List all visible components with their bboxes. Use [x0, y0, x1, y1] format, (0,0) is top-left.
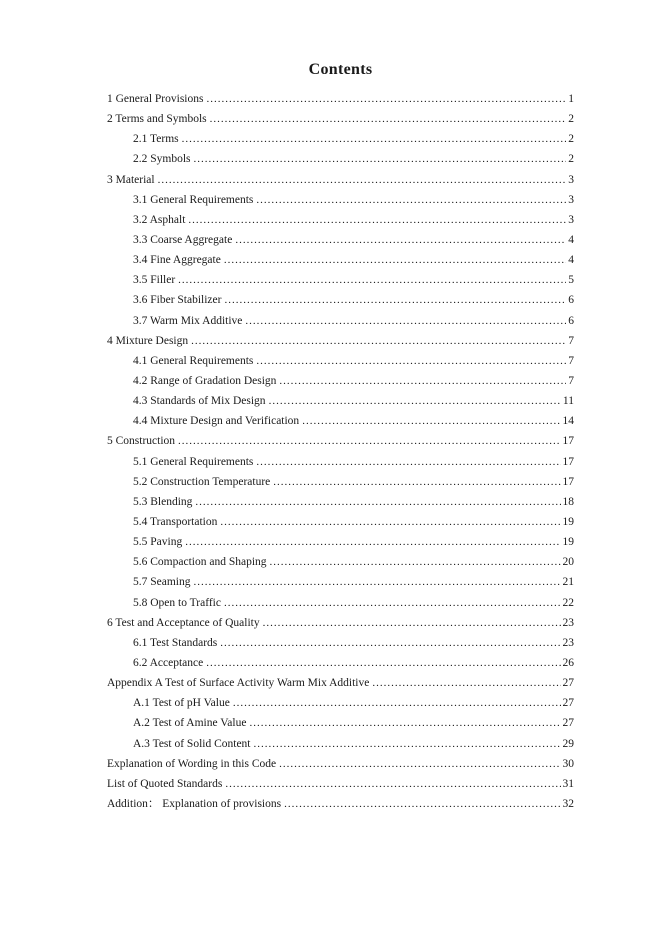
- toc-entry-page: 21: [562, 576, 574, 589]
- toc-entry-page: 29: [562, 737, 574, 750]
- toc-entry[interactable]: [107, 713, 574, 733]
- toc-entry-page: 2: [568, 153, 574, 166]
- toc-leader-dots: [220, 512, 560, 532]
- toc-entry[interactable]: [107, 270, 574, 290]
- toc-entry-page: 1: [568, 93, 574, 105]
- toc-leader-dots: [182, 129, 567, 149]
- toc-entry[interactable]: [107, 593, 574, 613]
- toc-entry[interactable]: [107, 452, 574, 472]
- toc-leader-dots: [249, 713, 560, 733]
- toc-entry-page: 17: [562, 475, 574, 488]
- toc-leader-dots: [206, 89, 566, 109]
- toc-leader-dots: [206, 653, 560, 673]
- toc-entry[interactable]: [107, 170, 574, 190]
- toc-entry[interactable]: [107, 472, 574, 492]
- toc-entry[interactable]: [107, 290, 574, 310]
- toc-entry-label: 3.5 Filler: [133, 274, 176, 287]
- toc-entry-label: Addition： Explanation of provisions: [107, 797, 282, 810]
- toc-leader-dots: [224, 290, 566, 310]
- toc-entry-page: 27: [562, 717, 574, 730]
- toc-entry[interactable]: [107, 512, 574, 532]
- toc-entry-label: 3.3 Coarse Aggregate: [133, 233, 233, 246]
- toc-entry[interactable]: [107, 129, 574, 149]
- toc-leader-dots: [220, 633, 560, 653]
- toc-entry-page: 14: [562, 415, 574, 428]
- toc-leader-dots: [224, 250, 566, 270]
- toc-entry[interactable]: [107, 572, 574, 592]
- toc-entry-label: 5.1 General Requirements: [133, 455, 254, 468]
- toc-entry-page: 17: [562, 435, 574, 448]
- toc-leader-dots: [194, 572, 561, 592]
- toc-entry[interactable]: [107, 190, 574, 210]
- toc-entry[interactable]: [107, 149, 574, 169]
- toc-entry-page: 6: [568, 314, 574, 327]
- toc-entry-label: A.2 Test of Amine Value: [133, 717, 247, 730]
- toc-entry-page: 31: [562, 777, 574, 790]
- toc-entry-label: 5.4 Transportation: [133, 515, 218, 528]
- toc-entry[interactable]: [107, 109, 574, 129]
- toc-entry-page: 4: [568, 254, 574, 267]
- toc-entry[interactable]: [107, 331, 574, 351]
- toc-leader-dots: [256, 452, 560, 472]
- toc-entry[interactable]: [107, 210, 574, 230]
- toc-entry-page: 26: [562, 656, 574, 669]
- toc-entry-label: 6 Test and Acceptance of Quality: [107, 616, 260, 629]
- toc-entry-label: 1 General Provisions: [107, 93, 204, 105]
- toc-entry[interactable]: [107, 693, 574, 713]
- toc-leader-dots: [372, 673, 560, 693]
- toc-entry[interactable]: [107, 311, 574, 331]
- toc-leader-dots: [195, 492, 560, 512]
- toc-entry-page: 18: [562, 495, 574, 508]
- toc-entry-label: 3 Material: [107, 173, 155, 186]
- toc-leader-dots: [210, 109, 567, 129]
- toc-leader-dots: [256, 190, 566, 210]
- toc-leader-dots: [273, 472, 560, 492]
- toc-entry-label: 3.1 General Requirements: [133, 193, 254, 206]
- toc-entry[interactable]: [107, 230, 574, 250]
- toc-entry-label: List of Quoted Standards: [107, 777, 223, 790]
- toc-entry[interactable]: [107, 250, 574, 270]
- toc-entry-label: 3.6 Fiber Stabilizer: [133, 294, 222, 307]
- toc-leader-dots: [245, 311, 566, 331]
- toc-leader-dots: [194, 149, 567, 169]
- toc-entry-page: 3: [568, 193, 574, 206]
- toc-leader-dots: [233, 693, 561, 713]
- toc-entry[interactable]: [107, 492, 574, 512]
- toc-entry-page: 22: [562, 596, 574, 609]
- toc-entry-page: 5: [568, 274, 574, 287]
- toc-leader-dots: [284, 794, 560, 814]
- toc-entry-page: 2: [568, 113, 574, 126]
- toc-entry-page: 19: [562, 536, 574, 549]
- toc-entry-label: 6.2 Acceptance: [133, 656, 204, 669]
- toc-leader-dots: [158, 170, 567, 190]
- toc-leader-dots: [178, 431, 560, 451]
- toc-entry-page: 23: [562, 616, 574, 629]
- toc-entry-page: 27: [562, 677, 574, 690]
- toc-leader-dots: [185, 532, 560, 552]
- toc-leader-dots: [224, 593, 561, 613]
- toc-entry[interactable]: [107, 774, 574, 794]
- toc-entry-label: 4.3 Standards of Mix Design: [133, 395, 266, 408]
- toc-entry-page: 6: [568, 294, 574, 307]
- toc-entry-page: 7: [568, 334, 574, 347]
- toc-entry-label: 3.7 Warm Mix Additive: [133, 314, 243, 327]
- toc-leader-dots: [279, 371, 566, 391]
- toc-leader-dots: [269, 391, 561, 411]
- toc-entry-page: 20: [562, 556, 574, 569]
- toc-entry-page: 23: [562, 636, 574, 649]
- toc-entry-page: 3: [568, 173, 574, 186]
- toc-leader-dots: [254, 734, 561, 754]
- toc-entry-page: 17: [562, 455, 574, 468]
- toc-entry-label: 4 Mixture Design: [107, 334, 189, 347]
- toc-entry[interactable]: [107, 431, 574, 451]
- toc-entry[interactable]: [107, 371, 574, 391]
- toc-entry[interactable]: [107, 532, 574, 552]
- toc-entry-label: 6.1 Test Standards: [133, 636, 218, 649]
- toc-entry-page: 4: [568, 233, 574, 246]
- toc-entry-label: Appendix A Test of Surface Activity Warm Mix Additive: [107, 677, 370, 690]
- toc-entry-label: 4.2 Range of Gradation Design: [133, 374, 277, 387]
- toc-entry-label: 4.4 Mixture Design and Verification: [133, 415, 300, 428]
- toc-entry[interactable]: [107, 613, 574, 633]
- toc-entry-page: 19: [562, 515, 574, 528]
- toc-leader-dots: [279, 754, 560, 774]
- toc-entry-label: 3.2 Asphalt: [133, 213, 186, 226]
- toc-entry-label: 5.3 Blending: [133, 495, 193, 508]
- toc-entry-page: 3: [568, 213, 574, 226]
- toc-entry[interactable]: [107, 633, 574, 653]
- toc-entry[interactable]: [107, 794, 574, 814]
- toc-entry-label: 5.2 Construction Temperature: [133, 475, 271, 488]
- toc-entry-page: 27: [562, 697, 574, 710]
- toc-entry[interactable]: [107, 391, 574, 411]
- toc-entry-page: 11: [562, 395, 574, 408]
- toc-entry-label: 5.7 Seaming: [133, 576, 191, 589]
- page-title: Contents: [308, 61, 373, 78]
- toc-entry-page: 32: [562, 797, 574, 810]
- toc-entry-page: 7: [568, 374, 574, 387]
- toc-entry-label: 5.6 Compaction and Shaping: [133, 556, 267, 569]
- toc-entry[interactable]: [107, 673, 574, 693]
- toc-entry-label: 2 Terms and Symbols: [107, 113, 207, 126]
- toc-entry-page: 30: [562, 757, 574, 770]
- toc-entry-label: 5.8 Open to Traffic: [133, 596, 221, 609]
- toc-entry-label: 3.4 Fine Aggregate: [133, 254, 221, 267]
- toc-entry-label: A.1 Test of pH Value: [133, 697, 230, 710]
- toc-leader-dots: [270, 552, 561, 572]
- toc-entry-label: Explanation of Wording in this Code: [107, 757, 277, 770]
- toc-entry-page: 7: [568, 354, 574, 367]
- toc-leader-dots: [191, 331, 566, 351]
- toc-entry[interactable]: [107, 653, 574, 673]
- toc-entry-label: A.3 Test of Solid Content: [133, 737, 251, 750]
- toc-entry-label: 2.2 Symbols: [133, 153, 191, 166]
- toc-leader-dots: [256, 351, 566, 371]
- toc-leader-dots: [302, 411, 560, 431]
- toc-entry[interactable]: [107, 754, 574, 774]
- toc-entry-label: 4.1 General Requirements: [133, 354, 254, 367]
- toc-entry[interactable]: [107, 89, 574, 109]
- toc-leader-dots: [235, 230, 566, 250]
- toc-list: [107, 89, 574, 814]
- toc-entry[interactable]: [107, 552, 574, 572]
- toc-leader-dots: [225, 774, 560, 794]
- toc-leader-dots: [263, 613, 561, 633]
- toc-leader-dots: [178, 270, 566, 290]
- toc-entry-label: 5.5 Paving: [133, 536, 183, 549]
- toc-entry-page: 2: [568, 133, 574, 146]
- toc-entry[interactable]: [107, 411, 574, 431]
- toc-entry-label: 5 Construction: [107, 435, 176, 448]
- toc-entry[interactable]: [107, 734, 574, 754]
- toc-entry[interactable]: [107, 351, 574, 371]
- toc-leader-dots: [188, 210, 566, 230]
- toc-entry-label: 2.1 Terms: [133, 133, 179, 146]
